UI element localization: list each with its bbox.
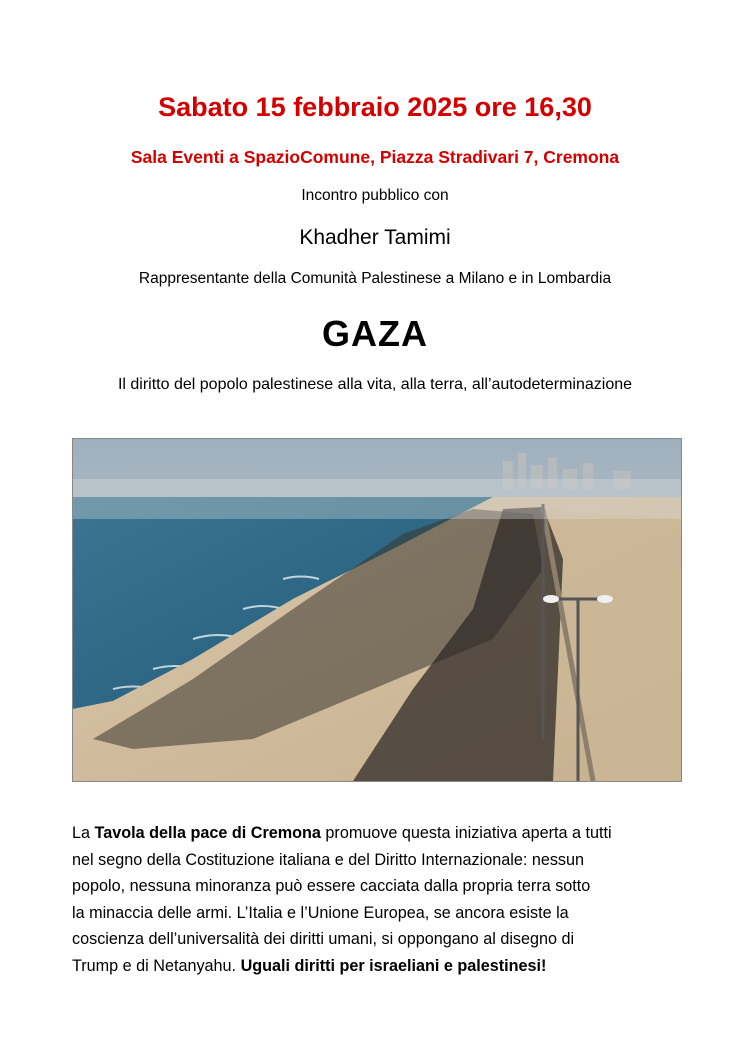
- page-subtitle: Il diritto del popolo palestinese alla vita, alla terra, all’autodeterminazione: [117, 376, 633, 393]
- event-date: Sabato 15 febbraio 2025 ore 16,30: [158, 92, 592, 122]
- body-paragraph: [72, 820, 692, 979]
- body-text-fragment: Trump e di Netanyahu.: [72, 956, 241, 975]
- intro-text: Incontro pubblico con: [301, 187, 449, 204]
- speaker-name: Khadher Tamimi: [299, 226, 451, 249]
- photo-illustration: [73, 439, 681, 781]
- page-title: GAZA: [322, 313, 428, 354]
- body-text-fragment: promuove questa iniziativa aperta a tutti: [320, 824, 612, 842]
- gaza-coastal-crowd-photo: [72, 438, 682, 782]
- body-line-5: coscienza dell’universalità dei diritti umani, si oppongano al disegno di: [72, 930, 575, 948]
- body-text-fragment: La: [72, 824, 95, 842]
- body-line-4: la minaccia delle armi. L’Italia e l’Unione Europea, se ancora esiste la: [72, 903, 569, 922]
- body-line-3: popolo, nessuna minoranza può essere cacciata dalla propria terra sotto: [72, 877, 591, 895]
- speaker-role: Rappresentante della Comunità Palestinese a Milano e in Lombardia: [138, 270, 612, 287]
- body-line-6: [72, 953, 692, 980]
- closing-slogan: Uguali diritti per israeliani e palestinesi!: [240, 956, 547, 975]
- body-line-1: [72, 820, 692, 847]
- haze: [73, 479, 681, 519]
- event-venue: Sala Eventi a SpazioComune, Piazza Stradivari 7, Cremona: [130, 147, 620, 167]
- body-line-2: nel segno della Costituzione italiana e del Diritto Internazionale: nessun: [72, 850, 585, 869]
- organizer-name: Tavola della pace di Cremona: [94, 824, 321, 842]
